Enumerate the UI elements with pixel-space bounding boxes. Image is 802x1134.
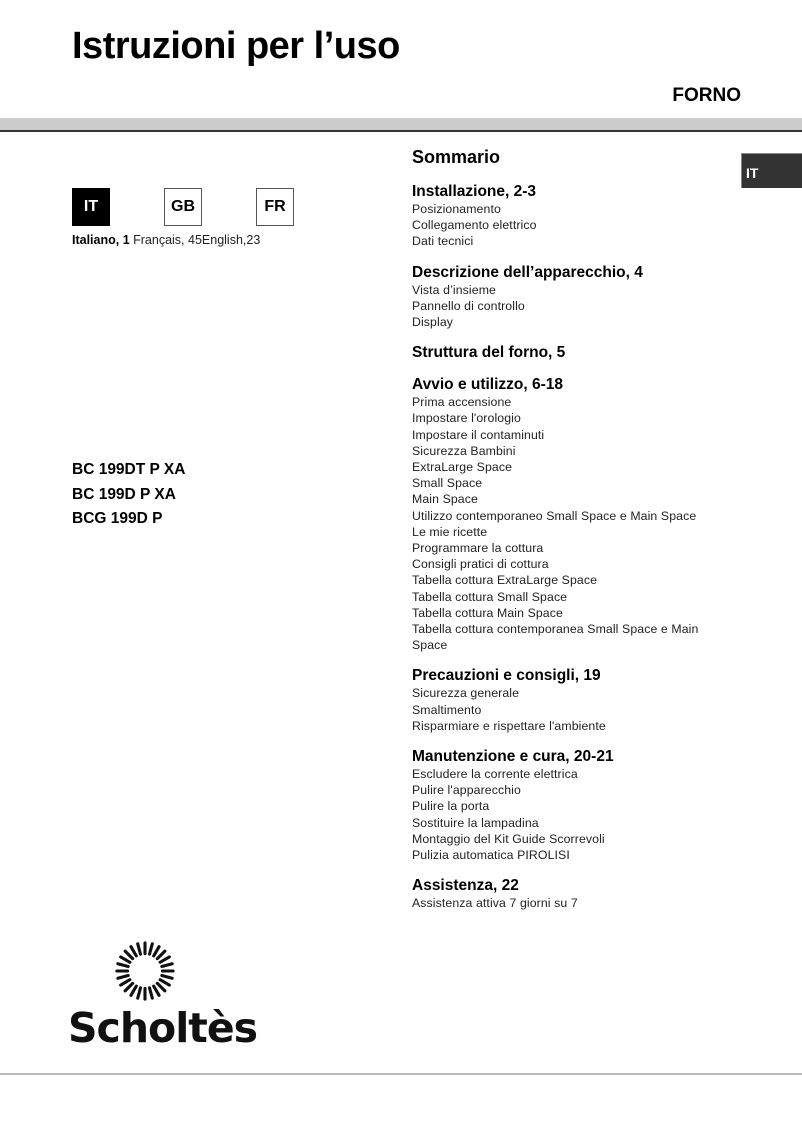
toc-item: Collegamento elettrico bbox=[412, 218, 537, 233]
toc-item: Tabella cottura Main Space bbox=[412, 605, 563, 620]
toc-item: Main Space bbox=[412, 492, 478, 507]
toc-item: Smaltimento bbox=[412, 702, 482, 717]
toc-item: Sicurezza Bambini bbox=[412, 443, 516, 458]
toc-item: Space bbox=[412, 638, 448, 653]
toc-item: Tabella cottura Small Space bbox=[412, 589, 568, 604]
toc-item: Risparmiare e rispettare l'ambiente bbox=[412, 718, 606, 733]
toc-section-heading: Assistenza, 22 bbox=[412, 877, 519, 895]
toc-item: Tabella cottura ExtraLarge Space bbox=[412, 573, 598, 588]
toc-item: Tabella cottura contemporanea Small Space e Main bbox=[412, 622, 699, 637]
toc-section-heading: Descrizione dell’apparecchio, 4 bbox=[412, 263, 643, 281]
toc-item: Small Space bbox=[412, 476, 483, 491]
toc-item: Sicurezza generale bbox=[412, 686, 520, 701]
header-divider bbox=[0, 130, 802, 132]
toc-item: Escludere la corrente elettrica bbox=[412, 767, 578, 782]
language-side-tab: IT bbox=[741, 153, 802, 188]
toc-item: Pulizia automatica PIROLISI bbox=[412, 848, 570, 863]
toc-section bbox=[412, 263, 742, 331]
model-name: BCG 199D P bbox=[72, 510, 163, 527]
toc-item: Impostare l'orologio bbox=[412, 411, 521, 426]
toc-section bbox=[412, 666, 742, 734]
product-type: FORNO bbox=[672, 85, 741, 106]
toc-section-heading: Manutenzione e cura, 20-21 bbox=[412, 748, 614, 766]
toc-section-heading: Struttura del forno, 5 bbox=[412, 344, 566, 362]
model-name: BC 199D P XA bbox=[72, 485, 176, 503]
toc-section bbox=[412, 747, 742, 863]
language-box-fr: FR bbox=[256, 188, 294, 226]
toc-section bbox=[412, 343, 742, 362]
toc-item: Vista d’insieme bbox=[412, 282, 496, 297]
toc-item: Utilizzo contemporaneo Small Space e Main Space bbox=[412, 508, 697, 523]
toc-item: Assistenza attiva 7 giorni su 7 bbox=[412, 896, 578, 911]
toc-item: Sostituire la lampadina bbox=[412, 815, 539, 830]
toc-section-heading: Avvio e utilizzo, 6-18 bbox=[412, 376, 564, 394]
toc-item: Pulire l'apparecchio bbox=[412, 783, 521, 798]
toc-section bbox=[412, 375, 742, 653]
toc-item: Pulire la porta bbox=[412, 799, 490, 814]
toc-section bbox=[412, 876, 742, 911]
toc-item: Programmare la cottura bbox=[412, 541, 544, 556]
toc-item: Montaggio del Kit Guide Scorrevoli bbox=[412, 831, 605, 846]
sun-rays-icon bbox=[114, 940, 176, 1002]
toc-section bbox=[412, 182, 742, 250]
language-page-index bbox=[72, 233, 260, 247]
toc-title: Sommario bbox=[412, 147, 501, 167]
toc-item: Posizionamento bbox=[412, 202, 501, 216]
footer-divider bbox=[0, 1073, 802, 1075]
brand-name: Scholtès bbox=[68, 1004, 258, 1052]
table-of-contents bbox=[412, 146, 742, 925]
model-name: BC 199DT P XA bbox=[72, 461, 186, 478]
toc-item: Impostare il contaminuti bbox=[412, 427, 545, 442]
toc-item: Prima accensione bbox=[412, 395, 512, 410]
brand-logo bbox=[68, 936, 258, 1052]
page-title: Istruzioni per l’uso bbox=[72, 25, 400, 67]
model-list bbox=[72, 461, 185, 535]
language-box-gb: GB bbox=[164, 188, 202, 226]
toc-section-heading: Installazione, 2-3 bbox=[412, 183, 537, 200]
toc-item: Le mie ricette bbox=[412, 524, 488, 539]
toc-item: ExtraLarge Space bbox=[412, 460, 513, 475]
toc-item: Display bbox=[412, 315, 454, 330]
language-page-index-current: Italiano, 1 bbox=[72, 233, 130, 247]
toc-item: Pannello di controllo bbox=[412, 298, 525, 313]
toc-item: Dati tecnici bbox=[412, 234, 474, 249]
header-band bbox=[0, 118, 802, 130]
toc-item: Consigli pratici di cottura bbox=[412, 557, 549, 572]
language-box-it: IT bbox=[72, 188, 110, 226]
toc-section-heading: Precauzioni e consigli, 19 bbox=[412, 667, 601, 685]
language-page-index-others: Français, 45English,23 bbox=[129, 233, 261, 247]
